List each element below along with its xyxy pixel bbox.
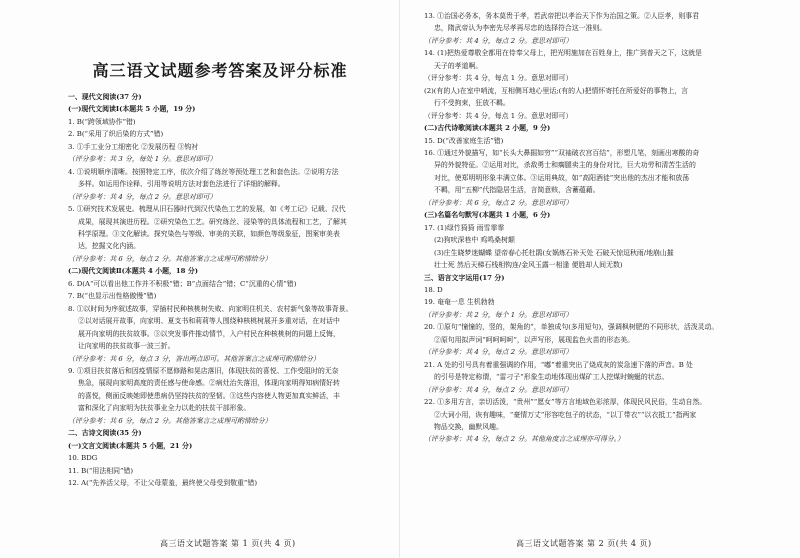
- section-heading: 三、语言文字运用(17 分): [424, 273, 505, 282]
- answer-line: 的喜悦，侧面反映她即使患病仍坚持扶贫的坚韧。③这些内容使人物更加真实鲜活，丰: [78, 391, 340, 400]
- answer-line: 8. ①以时间为序叙述故事，穿插村民种核桃树失败、向家明住机关、农村新气象等故事背景。: [68, 304, 353, 313]
- answer-line: 的引号是特定称谓，“雷刁子”形象生动地体现出煤矿工人挖煤时蜿蜒的状态。: [434, 373, 669, 382]
- answer-line: 18. D: [424, 285, 443, 294]
- scoring-note: （评分参考：共 4 分，每点 2 分。意思对即可）: [424, 36, 573, 45]
- answer-list-left: [68, 91, 382, 490]
- answer-line: 17. (1)绿竹猗猗 雨雪霏霏: [424, 223, 505, 232]
- answer-line: 22. ①多用方言，亲切活泼，“贵州”“愿女”等方言地域色彩浓厚，体现民风民俗，生动自然。: [424, 398, 707, 407]
- page-title: 高三语文试题参考答案及评分标准: [92, 61, 348, 80]
- answer-line: (3)庄生晓梦迷蝴蝶 望帝春心托杜鹃(女娲炼石补天处 石破天惊逗秋雨/地崩山摧: [434, 248, 674, 257]
- section-heading: 二、古诗文阅读(35 分): [68, 429, 142, 438]
- answer-line: 1. B(“跨领域协作”错): [68, 117, 136, 126]
- answer-line: 让向家明的扶贫故事一波三折。: [78, 342, 175, 351]
- scoring-note: （评分参考：共 2 分，每个 1 分。意思对即可）: [424, 310, 573, 319]
- footer-page-1: 高三语文试题答案 第 1 页(共 4 页): [160, 539, 296, 548]
- footer-page-2: 高三语文试题答案 第 2 页(共 4 页): [516, 539, 652, 548]
- answer-line: 14. (1)把热爱尊敬全都用在侍奉父母上，把光明施加在百姓身上，推广到普天之下，这就是: [424, 49, 702, 58]
- answer-line: 达，挖掘文化内涵。: [78, 242, 141, 251]
- answer-line: 科学原理。③文化解读。探究染色与等级、审美的关联，如颜色等级象征，图案审美表: [78, 229, 340, 238]
- answer-line: 9. ①项目扶贫落后和因疫情原不愿修路和晃店落旧，体现扶贫的喜悦、工作受阻时的无奈: [68, 366, 339, 375]
- answer-line: 15. D(“改善家庭生活”错): [424, 136, 504, 145]
- answer-line: 忠，隋武帝认为李密先尽孝再尽忠的选择符合这一准则。: [434, 24, 607, 33]
- answer-line: (2)(有的人)在室中哨流，互相侧耳地心里话;(有的人)把情怀寄托在所爱好的事物上，言: [424, 86, 689, 95]
- answer-line: 10. BDG: [68, 454, 98, 463]
- answer-line: ②原句用拟声词“呵呵呵呵”，以声写形，展现监色火苗的形态美。: [434, 335, 634, 344]
- answer-line: ②以对话展开故事，向家明、夏支书和莉莉等人围绕种核桃树展开多重对话，在对话中: [78, 317, 340, 326]
- answer-line: 2. B(“采用了织后染的方式”错): [68, 130, 164, 139]
- answer-line: 11. B(“用法相同”错): [68, 466, 134, 475]
- answer-line: 4. ①说明顺序清晰。按照特定工序，依次介绍了练丝等预处理工艺和套色法。②说明方法: [68, 167, 339, 176]
- scoring-note: （评分参考：共 6 分，每点 3 分，答出两点即可。其他答案言之成理可酌情给分）: [68, 354, 320, 363]
- answer-line: 不羁，用“五柳”代指隐居生活，言简意赅，含蓄蕴藉。: [434, 186, 600, 195]
- section-heading: (三)名篇名句默写(本题共 1 小题，6 分): [424, 211, 551, 220]
- answer-line: 天子的孝道啊。: [434, 61, 483, 70]
- section-heading: (二)古代诗歌阅读(本题共 2 小题，9 分): [424, 124, 551, 133]
- answer-line: ②大词小用，诙有趣味，“豪情万丈”形容吃包子的状态，“以丁带衣”“以衣抵工”指两家: [434, 410, 697, 419]
- answer-line: 19. 奄奄一息 生机勃勃: [424, 298, 495, 307]
- answer-line: 20. ①原句“憧憧的，竖的，架角的”，单独成句(多用短句)，强调枫树肥的不同形状，活泼灵动。: [424, 323, 719, 332]
- answer-line: 3. ①手工业分工细密化 ②发展历程 ③钩衬: [68, 142, 199, 151]
- answer-line: 壮士死 然后天梯石栈相钩连/金风玉露一相逢 便胜却人间无数): [434, 261, 623, 270]
- answer-line: 12. A(“先养活父母，不让父母蒙羞，最终使父母受到敬重”错): [68, 479, 258, 488]
- answer-line: 5. ①研究技术发展史。梳理从旧石器时代到汉代染色工艺的发展，如《考工记》记载、汉代: [68, 205, 346, 214]
- scoring-note: （评分参考：共 4 分，每点 2 分。其他角度言之成理亦可得分。）: [424, 435, 625, 444]
- answer-line: 展开向家明的扶贫故事。③以突发事件推动情节，入户村民在种核桃树的问题上反悔，: [78, 329, 340, 338]
- scoring-note: （评分参考：共 4 分，每点 2 分。意思对即可）: [68, 192, 217, 201]
- answer-line: 物品交换，幽默风趣。: [434, 422, 503, 431]
- answer-line: (2)狗吠深巷中 鸡鸣桑树颠: [434, 236, 515, 245]
- section-heading: (一)现代文阅读Ⅰ(本题共 5 小题，19 分): [68, 105, 196, 114]
- answer-line: 行不受拘束，狂放不羁。: [434, 99, 510, 108]
- answer-line: 16. ①通过外貌描写，如“长头大鼻掘如穷”“双袖破衣宫百结”，形塑几笔，刻画出寒酸的奇: [424, 148, 700, 157]
- scoring-note: （评分参考：共 4 分，每点 2 分。意思对即可）: [424, 385, 573, 394]
- scoring-note: （评分参考：共 6 分，每点 2 分。意思对即可）: [424, 198, 573, 207]
- page-2: [400, 0, 800, 558]
- answer-line: 多样。如运用作诠释、引用等说明方法对套色法进行了详细的解释。: [78, 180, 285, 189]
- answer-list-right: [424, 10, 764, 446]
- answer-line: （评分参考：共 4 分，每点 1 分。意思对即可）: [424, 74, 573, 83]
- answer-line: 7. B(“也显示出性格傲慢”错): [68, 292, 157, 301]
- scoring-note: （评分参考：共 6 分，每点 2 分。其他答案言之成理可酌情给分）: [68, 254, 272, 263]
- answer-line: 富和深化了向家明为扶贫事业全力以赴的扶贫干部形象。: [78, 404, 251, 413]
- answer-line: 异的外貌特征。②运用对比，杀敌勇士和瘸腿卖主的身份对比，巨大功劳和清苦生活的: [434, 161, 696, 170]
- section-heading: 一、现代文阅读(37 分): [68, 93, 142, 101]
- section-heading: (一)文言文阅读(本题共 5 小题，21 分): [68, 441, 193, 450]
- scoring-note: （评分参考：共 4 分，每点 2 分。意思对即可）: [424, 348, 573, 357]
- answer-line: 对比，使郑明明形象丰满立体。③运用典故，如“高阳酒徒”突出他的杰出才能和放荡: [434, 173, 690, 182]
- answer-line: 6. D(A“可以看出他工作并不积极”错；B“点面结合”错；C“沉重的心情”错): [68, 279, 297, 288]
- answer-line: 焦急，展现向家明高度的责任感与使命感。②病灶治失落泪，体现向家明得知病情好转: [78, 379, 340, 388]
- section-heading: (二)现代文阅读Ⅱ(本题共 4 小题，18 分): [68, 267, 199, 276]
- answer-line: 21. A 处的引号具有着重强调的作用，“嘟”着重突出了烧成灰的炭急速下落的声音。B 处: [424, 360, 693, 369]
- answer-line: 13. ①治国必务本，务本莫贵于孝，若武帝把以孝治天下作为治国之策。②人臣孝，则事君: [424, 12, 699, 20]
- answer-line: （评分参考：共 4 分，每点 1 分。意思对即可）: [424, 111, 573, 120]
- answer-line: 成果，展现其演进历程。②研究染色工艺。研究练丝、浸染等的具体流程和工艺，了解其: [78, 217, 347, 226]
- scoring-note: （评分参考：共 3 分，每处 1 分。意思对即可）: [68, 155, 217, 164]
- scoring-note: （评分参考：共 6 分，每点 2 分。其他答案言之成理可酌情给分）: [68, 416, 272, 425]
